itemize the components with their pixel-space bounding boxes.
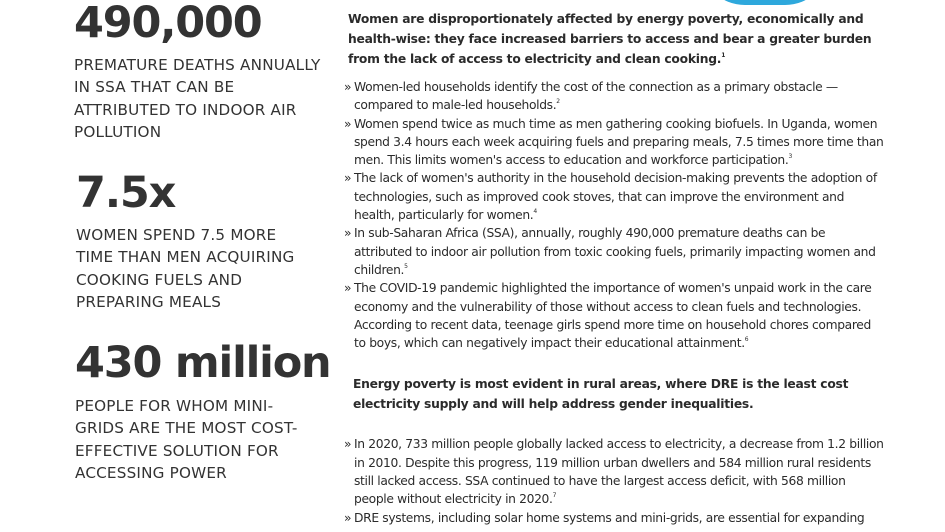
list-item: » In sub-Saharan Africa (SSA), annually, roughly 490,000 premature deaths can be attributed to indoor air pollution from toxic cooking fuels, primarily impacting women and children.$^5$: [344, 226, 876, 277]
bullet-list: [344, 435, 884, 526]
list-item: » The lack of women's authority in the household decision-making prevents the adoption of technologies, such as improved cook stoves, that can improve the environment and health, particularly for women.$^4$: [344, 171, 877, 223]
stat-minigrids: [75, 338, 331, 485]
stat-description: PREMATURE DEATHS ANNUALLY IN SSA THAT CAN BE ATTRIBUTED TO INDOOR AIR POLLUTION: [74, 56, 321, 142]
list-item: » DRE systems, including solar home systems and mini-grids, are essential for expanding: [344, 510, 865, 525]
list-item: » In 2020, 733 million people globally lacked access to electricity, a decrease from 1.2 billion in 2010. Despite this progress, 119 million urban dwellers and 584 million rural residents still lacked access. SSA continued to have the largest access deficit, with 568 million people without electricity in 2020.$^7$: [344, 437, 884, 507]
stat-value: 7.5x: [76, 168, 176, 218]
section-lead: Energy poverty is most evident in rural areas, where DRE is the least cost electricity supply and will help address gender inequalities.: [353, 377, 849, 412]
text-column: [344, 9, 884, 527]
decorative-blue-shape: [700, 0, 830, 5]
stat-time: [76, 168, 306, 314]
list-item: » The COVID-19 pandemic highlighted the importance of women's unpaid work in the care economy and the vulnerability of those without access to clean fuels and technologies.: [344, 281, 872, 314]
stat-description: PEOPLE FOR WHOM MINI-GRIDS ARE THE MOST COST-EFFECTIVE SOLUTION FOR ACCESSING POWER: [75, 397, 298, 483]
list-item-continuation: According to recent data, teenage girls spend more time on household chores compared to boys, which can negatively impact their educational attainment.$^6$: [354, 317, 871, 351]
stat-value: 430 million: [75, 338, 331, 388]
stat-description: WOMEN SPEND 7.5 MORE TIME THAN MEN ACQUIRING COOKING FUELS AND PREPARING MEALS: [76, 226, 295, 312]
bullet-list: [344, 78, 884, 316]
section-lead: Women are disproportionately affected by energy poverty, economically and health-wise: they face increased barriers to access and bear a greater burden from the lack of access to electricity and clean cooking.$^1$: [348, 12, 872, 66]
stats-column: [0, 0, 335, 532]
list-item: » Women-led households identify the cost of the connection as a primary obstacle —compared to male-led households.$^2$: [344, 80, 838, 113]
stat-value: 490,000: [74, 0, 262, 48]
stat-deaths: [74, 2, 334, 144]
list-item: » Women spend twice as much time as men gathering cooking biofuels. In Uganda, women spend 3.4 hours each week acquiring fuels and preparing meals, 7.5 times more time than men. This limits women's access to education and workforce participation.$^3$: [344, 116, 884, 168]
